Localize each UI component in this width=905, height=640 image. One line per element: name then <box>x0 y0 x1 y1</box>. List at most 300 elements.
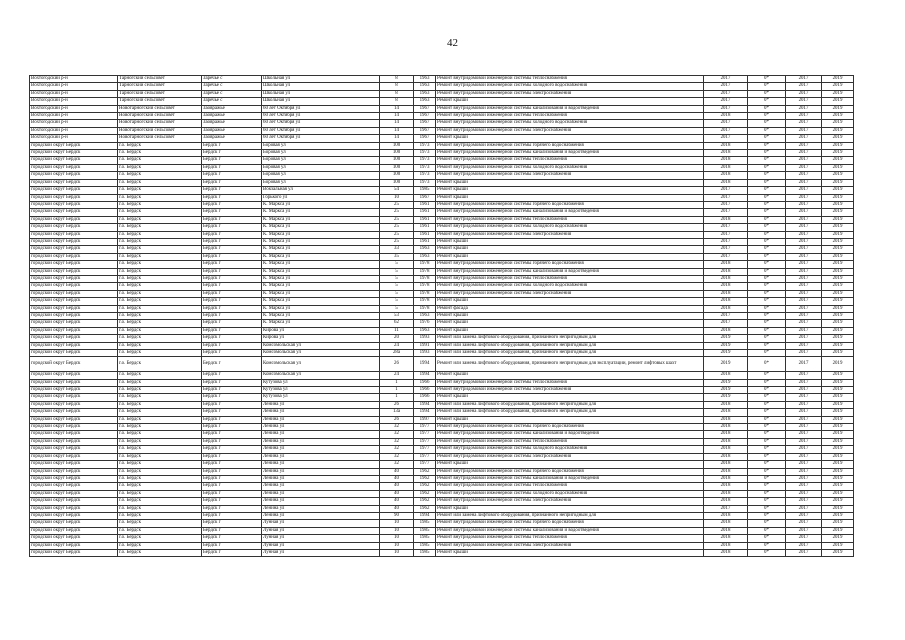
cell-locality: Бердск г <box>202 372 262 379</box>
cell-settlement: г.о. Бердск <box>118 201 202 208</box>
cell-municipality: городской округ Бердск <box>30 253 118 260</box>
cell-street: Комсомольская ул <box>262 372 380 379</box>
cell-cost: 0* <box>748 268 786 275</box>
cell-street: Школьная ул <box>262 76 380 83</box>
cell-year-built: 1991 <box>414 342 436 349</box>
cell-settlement: г.о. Бердск <box>118 313 202 320</box>
cell-period-end: 2019 <box>822 268 854 275</box>
table-row <box>30 238 854 245</box>
cell-house-number: 100 <box>380 150 414 157</box>
cell-street: Ленина ул <box>262 453 380 460</box>
table-row <box>30 394 854 401</box>
cell-period-start: 2017 <box>786 194 822 201</box>
cell-work-type: Ремонт внутридомовой инженерной системы электроснабжения <box>436 127 704 134</box>
cell-period-start: 2017 <box>786 179 822 186</box>
cell-plan-year: 2019 <box>704 387 748 394</box>
cell-work-type: Ремонт крыши <box>436 179 704 186</box>
cell-settlement: г.о. Бердск <box>118 261 202 268</box>
cell-settlement: г.о. Бердск <box>118 535 202 542</box>
cell-house-number: 53 <box>380 313 414 320</box>
cell-year-built: 1961 <box>414 224 436 231</box>
cell-cost: 0* <box>748 224 786 231</box>
cell-municipality: городской округ Бердск <box>30 453 118 460</box>
table-row <box>30 416 854 423</box>
cell-municipality: городской округ Бердск <box>30 549 118 556</box>
cell-settlement: г.о. Бердск <box>118 253 202 260</box>
cell-period-end: 2019 <box>822 401 854 408</box>
cell-year-built: 1973 <box>414 142 436 149</box>
cell-work-type: Ремонт внутридомовой инженерной системы холодного водоснабжения <box>436 224 704 231</box>
table-row <box>30 135 854 142</box>
cell-settlement: г.о. Бердск <box>118 549 202 556</box>
cell-municipality: городской округ Бердск <box>30 483 118 490</box>
cell-year-built: 1977 <box>414 453 436 460</box>
cell-cost: 0* <box>748 90 786 97</box>
cell-street: К. Маркса ул <box>262 231 380 238</box>
cell-street: К. Маркса ул <box>262 201 380 208</box>
cell-period-start: 2017 <box>786 201 822 208</box>
cell-plan-year: 2019 <box>704 342 748 349</box>
cell-house-number: 54 <box>380 187 414 194</box>
cell-work-type: Ремонт внутридомовой инженерной системы канализования и водоотведения <box>436 105 704 112</box>
cell-period-start: 2017 <box>786 483 822 490</box>
cell-house-number: 40 <box>380 498 414 505</box>
cell-house-number: 14 <box>380 105 414 112</box>
cell-year-built: 1978 <box>414 275 436 282</box>
cell-plan-year: 2017 <box>704 76 748 83</box>
cell-plan-year: 2018 <box>704 150 748 157</box>
cell-period-end: 2019 <box>822 535 854 542</box>
cell-street: К. Маркса ул <box>262 238 380 245</box>
cell-work-type: Ремонт внутридомовой инженерной системы теплоснабжения <box>436 113 704 120</box>
cell-settlement: г.о. Бердск <box>118 216 202 223</box>
cell-municipality: городской округ Бердск <box>30 409 118 416</box>
cell-work-type: Ремонт или замена лифтового оборудования, признанного непригодным для <box>436 350 704 357</box>
cell-year-built: 1985 <box>414 542 436 549</box>
cell-settlement: г.о. Бердск <box>118 453 202 460</box>
cell-plan-year: 2017 <box>704 209 748 216</box>
cell-settlement: г.о. Бердск <box>118 387 202 394</box>
cell-plan-year: 2019 <box>704 350 748 357</box>
cell-period-start: 2017 <box>786 164 822 171</box>
cell-plan-year: 2018 <box>704 142 748 149</box>
cell-street: 60 лет Октября ул <box>262 113 380 120</box>
cell-municipality: городской округ Бердск <box>30 350 118 357</box>
cell-year-built: 1985 <box>414 187 436 194</box>
cell-locality: Бердск г <box>202 512 262 519</box>
cell-work-type: Ремонт внутридомовой инженерной системы холодного водоснабжения <box>436 490 704 497</box>
table-row <box>30 246 854 253</box>
cell-year-built: 1961 <box>414 238 436 245</box>
cell-locality: Бердск г <box>202 157 262 164</box>
cell-street: Ленина ул <box>262 512 380 519</box>
cell-period-end: 2019 <box>822 342 854 349</box>
cell-period-start: 2017 <box>786 172 822 179</box>
cell-year-built: 1967 <box>414 135 436 142</box>
cell-plan-year: 2018 <box>704 409 748 416</box>
cell-settlement: г.о. Бердск <box>118 350 202 357</box>
cell-plan-year: 2018 <box>704 157 748 164</box>
cell-settlement: г.о. Бердск <box>118 372 202 379</box>
cell-year-built: 1977 <box>414 424 436 431</box>
cell-settlement: г.о. Бердск <box>118 305 202 312</box>
cell-settlement: г.о. Бердск <box>118 142 202 149</box>
table-row <box>30 231 854 238</box>
cell-plan-year: 2019 <box>704 394 748 401</box>
cell-cost: 0* <box>748 238 786 245</box>
cell-work-type: Ремонт внутридомовой инженерной системы теплоснабжения <box>436 275 704 282</box>
cell-work-type: Ремонт внутридомовой инженерной системы холодного водоснабжения <box>436 446 704 453</box>
cell-year-built: 1962 <box>414 468 436 475</box>
cell-cost: 0* <box>748 305 786 312</box>
cell-period-start: 2017 <box>786 542 822 549</box>
cell-house-number: 32 <box>380 453 414 460</box>
cell-plan-year: 2018 <box>704 327 748 334</box>
cell-cost: 0* <box>748 98 786 105</box>
cell-cost: 0* <box>748 179 786 186</box>
cell-plan-year: 2018 <box>704 305 748 312</box>
cell-house-number: 1 <box>380 379 414 386</box>
cell-municipality: городской округ Бердск <box>30 394 118 401</box>
cell-period-end: 2019 <box>822 527 854 534</box>
cell-period-end: 2019 <box>822 490 854 497</box>
cell-year-built: 1962 <box>414 505 436 512</box>
cell-settlement: г.о. Бердск <box>118 231 202 238</box>
cell-work-type: Ремонт или замена лифтового оборудования, признанного непригодным для <box>436 401 704 408</box>
cell-year-built: 1962 <box>414 490 436 497</box>
cell-house-number: 5 <box>380 298 414 305</box>
cell-municipality: городской округ Бердск <box>30 438 118 445</box>
cell-house-number: 26 <box>380 416 414 423</box>
cell-work-type: Ремонт внутридомовой инженерной системы электроснабжения <box>436 387 704 394</box>
cell-year-built: 1963 <box>414 98 436 105</box>
cell-municipality: городской округ Бердск <box>30 224 118 231</box>
cell-period-end: 2019 <box>822 238 854 245</box>
cell-work-type: Ремонт внутридомовой инженерной системы теплоснабжения <box>436 76 704 83</box>
cell-locality: Бердск г <box>202 150 262 157</box>
cell-cost: 0* <box>748 394 786 401</box>
cell-settlement: г.о. Бердск <box>118 401 202 408</box>
cell-period-start: 2017 <box>786 387 822 394</box>
cell-house-number: 33 <box>380 246 414 253</box>
cell-municipality: Вохтогодский р-н <box>30 90 118 97</box>
cell-street: К. Маркса ул <box>262 313 380 320</box>
cell-locality: Бердск г <box>202 253 262 260</box>
cell-locality: Бердск г <box>202 394 262 401</box>
cell-municipality: городской округ Бердск <box>30 209 118 216</box>
cell-locality: Бердск г <box>202 498 262 505</box>
cell-period-end: 2019 <box>822 520 854 527</box>
cell-plan-year: 2017 <box>704 238 748 245</box>
cell-year-built: 1978 <box>414 268 436 275</box>
cell-house-number: 10 <box>380 194 414 201</box>
cell-work-type: Ремонт крыши <box>436 298 704 305</box>
cell-cost: 0* <box>748 520 786 527</box>
cell-settlement: Тарногский сельсовет <box>118 83 202 90</box>
cell-period-end: 2019 <box>822 164 854 171</box>
cell-cost: 0* <box>748 424 786 431</box>
cell-plan-year: 2017 <box>704 90 748 97</box>
cell-locality: Бердск г <box>202 179 262 186</box>
cell-period-end: 2019 <box>822 275 854 282</box>
table-row <box>30 327 854 334</box>
cell-period-start: 2017 <box>786 113 822 120</box>
cell-settlement: г.о. Бердск <box>118 379 202 386</box>
cell-period-end: 2019 <box>822 305 854 312</box>
cell-plan-year: 2018 <box>704 475 748 482</box>
cell-work-type: Ремонт внутридомовой инженерной системы горячего водоснабжения <box>436 142 704 149</box>
cell-house-number: 5 <box>380 261 414 268</box>
cell-year-built: 1961 <box>414 216 436 223</box>
cell-cost: 0* <box>748 298 786 305</box>
table-row <box>30 357 854 372</box>
cell-period-end: 2019 <box>822 387 854 394</box>
cell-locality: Бердск г <box>202 438 262 445</box>
cell-work-type: Ремонт крыши <box>436 372 704 379</box>
table-row <box>30 298 854 305</box>
table-row <box>30 424 854 431</box>
cell-street: Ленина ул <box>262 431 380 438</box>
cell-cost: 0* <box>748 105 786 112</box>
cell-settlement: г.о. Бердск <box>118 320 202 327</box>
cell-house-number: 32 <box>380 424 414 431</box>
cell-locality: Бердск г <box>202 527 262 534</box>
cell-house-number: 10 <box>380 535 414 542</box>
cell-locality: Бердск г <box>202 320 262 327</box>
cell-street: К. Маркса ул <box>262 305 380 312</box>
table-row <box>30 187 854 194</box>
cell-work-type: Ремонт внутридомовой инженерной системы канализования и водоотведения <box>436 527 704 534</box>
cell-house-number: 32 <box>380 461 414 468</box>
cell-period-start: 2017 <box>786 379 822 386</box>
cell-work-type: Ремонт внутридомовой инженерной системы канализования и водоотведения <box>436 431 704 438</box>
cell-street: Кирова ул <box>262 335 380 342</box>
cell-house-number: 100 <box>380 164 414 171</box>
cell-work-type: Ремонт внутридомовой инженерной системы электроснабжения <box>436 172 704 179</box>
cell-plan-year: 2018 <box>704 401 748 408</box>
cell-period-start: 2017 <box>786 231 822 238</box>
cell-municipality: городской округ Бердск <box>30 283 118 290</box>
cell-cost: 0* <box>748 113 786 120</box>
cell-plan-year: 2018 <box>704 446 748 453</box>
cell-plan-year: 2017 <box>704 201 748 208</box>
cell-locality: Бердск г <box>202 142 262 149</box>
cell-period-start: 2017 <box>786 98 822 105</box>
cell-municipality: городской округ Бердск <box>30 157 118 164</box>
cell-locality: Бердск г <box>202 335 262 342</box>
cell-period-end: 2019 <box>822 76 854 83</box>
cell-house-number: 11 <box>380 327 414 334</box>
cell-locality: Бердск г <box>202 520 262 527</box>
table-row <box>30 542 854 549</box>
cell-plan-year: 2018 <box>704 261 748 268</box>
cell-locality: Заовражье <box>202 127 262 134</box>
cell-house-number: 8 <box>380 98 414 105</box>
cell-period-end: 2019 <box>822 224 854 231</box>
cell-cost: 0* <box>748 231 786 238</box>
cell-street: Кутузова ул <box>262 387 380 394</box>
cell-plan-year: 2017 <box>704 98 748 105</box>
cell-locality: Бердск г <box>202 409 262 416</box>
cell-house-number: 100 <box>380 142 414 149</box>
cell-work-type: Ремонт внутридомовой инженерной системы теплоснабжения <box>436 216 704 223</box>
cell-cost: 0* <box>748 453 786 460</box>
cell-period-start: 2017 <box>786 342 822 349</box>
cell-house-number: 25 <box>380 209 414 216</box>
cell-work-type: Ремонт крыши <box>436 549 704 556</box>
cell-locality: Заовражье <box>202 120 262 127</box>
cell-year-built: 1967 <box>414 120 436 127</box>
cell-locality: Бердск г <box>202 475 262 482</box>
cell-period-end: 2019 <box>822 313 854 320</box>
cell-work-type: Ремонт крыши <box>436 320 704 327</box>
cell-year-built: 1994 <box>414 512 436 519</box>
table-row <box>30 172 854 179</box>
cell-municipality: городской округ Бердск <box>30 379 118 386</box>
cell-locality: Бердск г <box>202 231 262 238</box>
cell-locality: Бердск г <box>202 194 262 201</box>
cell-plan-year: 2017 <box>704 187 748 194</box>
cell-year-built: 1978 <box>414 290 436 297</box>
cell-work-type: Ремонт или замена лифтового оборудования, признанного непригодным для эксплуатации, ремонт лифтовых шахт <box>436 357 704 372</box>
cell-municipality: городской округ Бердск <box>30 327 118 334</box>
table-row <box>30 127 854 134</box>
cell-house-number: 40 <box>380 505 414 512</box>
cell-municipality: городской округ Бердск <box>30 505 118 512</box>
cell-street: К. Маркса ул <box>262 253 380 260</box>
table-row <box>30 379 854 386</box>
cell-locality: Бердск г <box>202 268 262 275</box>
table-row <box>30 283 854 290</box>
cell-period-start: 2017 <box>786 490 822 497</box>
cell-work-type: Ремонт или замена лифтового оборудования, признанного непригодным для <box>436 342 704 349</box>
table-row <box>30 216 854 223</box>
cell-cost: 0* <box>748 535 786 542</box>
cell-locality: Бердск г <box>202 209 262 216</box>
cell-plan-year: 2018 <box>704 290 748 297</box>
cell-plan-year: 2018 <box>704 431 748 438</box>
cell-municipality: городской округ Бердск <box>30 342 118 349</box>
cell-period-end: 2019 <box>822 350 854 357</box>
cell-settlement: г.о. Бердск <box>118 179 202 186</box>
table-row <box>30 305 854 312</box>
cell-work-type: Ремонт внутридомовой инженерной системы горячего водоснабжения <box>436 424 704 431</box>
cell-cost: 0* <box>748 253 786 260</box>
cell-house-number: 14 <box>380 120 414 127</box>
cell-house-number: 26 <box>380 357 414 372</box>
cell-street: Боровая ул <box>262 164 380 171</box>
cell-cost: 0* <box>748 76 786 83</box>
cell-year-built: 1977 <box>414 446 436 453</box>
cell-period-end: 2019 <box>822 127 854 134</box>
cell-cost: 0* <box>748 483 786 490</box>
cell-street: Боровая ул <box>262 172 380 179</box>
cell-cost: 0* <box>748 461 786 468</box>
cell-cost: 0* <box>748 342 786 349</box>
cell-house-number: 8 <box>380 76 414 83</box>
table-row <box>30 275 854 282</box>
cell-work-type: Ремонт внутридомовой инженерной системы канализования и водоотведения <box>436 209 704 216</box>
cell-year-built: 1973 <box>414 157 436 164</box>
cell-year-built: 1977 <box>414 438 436 445</box>
table-row <box>30 76 854 83</box>
cell-cost: 0* <box>748 120 786 127</box>
cell-cost: 0* <box>748 379 786 386</box>
cell-work-type: Ремонт внутридомовой инженерной системы электроснабжения <box>436 90 704 97</box>
cell-municipality: городской округ Бердск <box>30 498 118 505</box>
cell-house-number: 25 <box>380 238 414 245</box>
cell-plan-year: 2018 <box>704 453 748 460</box>
cell-work-type: Ремонт крыши <box>436 461 704 468</box>
cell-year-built: 1967 <box>414 127 436 134</box>
cell-settlement: г.о. Бердск <box>118 238 202 245</box>
cell-house-number: 1 <box>380 394 414 401</box>
cell-house-number: 100 <box>380 172 414 179</box>
cell-work-type: Ремонт внутридомовой инженерной системы горячего водоснабжения <box>436 520 704 527</box>
cell-period-end: 2019 <box>822 542 854 549</box>
cell-year-built: 1966 <box>414 387 436 394</box>
cell-settlement: г.о. Бердск <box>118 520 202 527</box>
cell-municipality: Вохтогодский р-н <box>30 105 118 112</box>
table-row <box>30 105 854 112</box>
cell-house-number: 24 <box>380 372 414 379</box>
cell-street: Ленина ул <box>262 475 380 482</box>
cell-settlement: г.о. Бердск <box>118 468 202 475</box>
cell-house-number: 13a <box>380 409 414 416</box>
cell-settlement: г.о. Бердск <box>118 283 202 290</box>
cell-year-built: 1994 <box>414 357 436 372</box>
cell-year-built: 1985 <box>414 527 436 534</box>
cell-house-number: 32 <box>380 431 414 438</box>
cell-work-type: Ремонт крыши <box>436 416 704 423</box>
table-row <box>30 483 854 490</box>
cell-period-end: 2019 <box>822 194 854 201</box>
cell-period-start: 2017 <box>786 438 822 445</box>
cell-work-type: Ремонт внутридомовой инженерной системы электроснабжения <box>436 498 704 505</box>
cell-work-type: Ремонт внутридомовой инженерной системы холодного водоснабжения <box>436 83 704 90</box>
cell-settlement: г.о. Бердск <box>118 157 202 164</box>
cell-street: Лунная ул <box>262 527 380 534</box>
cell-period-end: 2019 <box>822 179 854 186</box>
table-row <box>30 505 854 512</box>
cell-period-start: 2017 <box>786 83 822 90</box>
cell-work-type: Ремонт внутридомовой инженерной системы канализования и водоотведения <box>436 475 704 482</box>
cell-cost: 0* <box>748 335 786 342</box>
cell-settlement: Тарногский сельсовет <box>118 76 202 83</box>
cell-period-end: 2019 <box>822 157 854 164</box>
cell-period-start: 2017 <box>786 157 822 164</box>
cell-locality: Бердск г <box>202 401 262 408</box>
cell-settlement: г.о. Бердск <box>118 490 202 497</box>
cell-street: К. Маркса ул <box>262 246 380 253</box>
cell-period-start: 2017 <box>786 394 822 401</box>
cell-locality: Бердск г <box>202 461 262 468</box>
cell-year-built: 1973 <box>414 172 436 179</box>
cell-street: Ленина ул <box>262 446 380 453</box>
cell-cost: 0* <box>748 372 786 379</box>
cell-plan-year: 2018 <box>704 416 748 423</box>
cell-street: Комсомольская ул <box>262 342 380 349</box>
table-row <box>30 313 854 320</box>
cell-locality: Бердск г <box>202 164 262 171</box>
cell-year-built: 1963 <box>414 76 436 83</box>
cell-street: 60 лет Октября ул <box>262 127 380 134</box>
cell-period-start: 2017 <box>786 290 822 297</box>
cell-settlement: г.о. Бердск <box>118 224 202 231</box>
cell-settlement: Тарногский сельсовет <box>118 98 202 105</box>
cell-cost: 0* <box>748 350 786 357</box>
cell-period-start: 2017 <box>786 76 822 83</box>
